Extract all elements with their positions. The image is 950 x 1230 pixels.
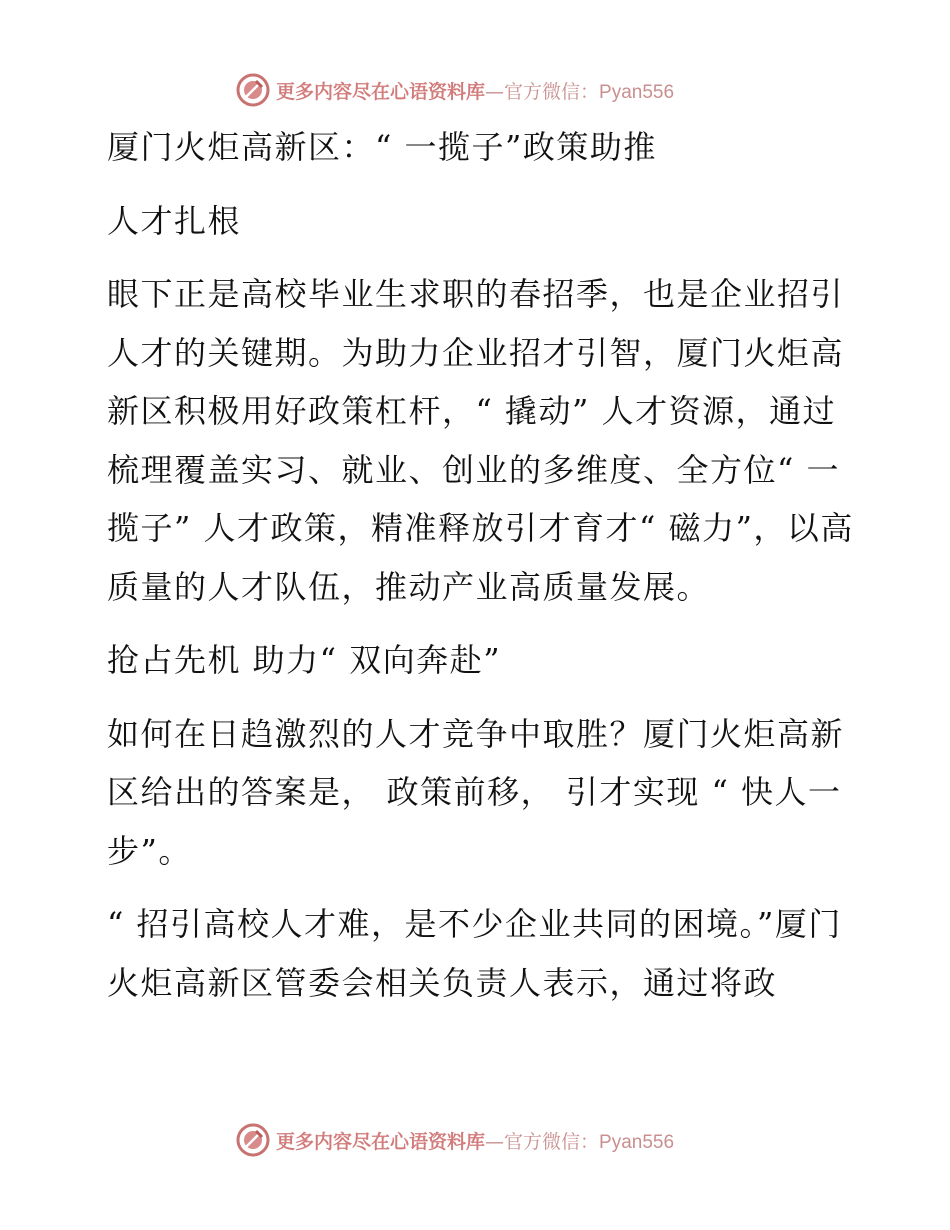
paragraph-3: “ 招引高校人才难，是不少企业共同的困境。”厦门火炬高新区管委会相关负责人表示，通过将政 xyxy=(107,905,842,1002)
seal-logo-icon xyxy=(236,73,270,107)
section-subheading: 抢占先机 助力“ 双向奔赴” xyxy=(107,641,502,679)
footer-watermark xyxy=(236,1120,674,1160)
watermark-text: 更多内容尽在心语资料库—官方微信：Pyan556 xyxy=(276,1130,675,1153)
article-title-line2: 人才扎根 xyxy=(107,201,242,240)
watermark-text: 更多内容尽在心语资料库—官方微信：Pyan556 xyxy=(276,80,675,103)
header-watermark xyxy=(236,70,674,110)
article-body xyxy=(97,118,857,1012)
article-title-line1: 厦门火炬高新区：“ 一揽子”政策助推 xyxy=(107,128,657,166)
paragraph-1: 眼下正是高校毕业生求职的春招季，也是企业招引人才的关键期。为助力企业招才引智，厦门火炬高新区积极用好政策杠杆，“ 撬动” 人才资源，通过梳理覆盖实习、就业、创业的多维度、全方位“ 一揽子” 人才政策，精准释放引才育才“ 磁力”，以高质量的人才队伍，推动产业高质量发展。 xyxy=(107,275,854,606)
paragraph-2: 如何在日趋激烈的人才竞争中取胜？厦门火炬高新区给出的答案是， 政策前移， 引才实现 “ 快人一步”。 xyxy=(107,714,845,870)
seal-logo-icon xyxy=(236,1123,270,1157)
